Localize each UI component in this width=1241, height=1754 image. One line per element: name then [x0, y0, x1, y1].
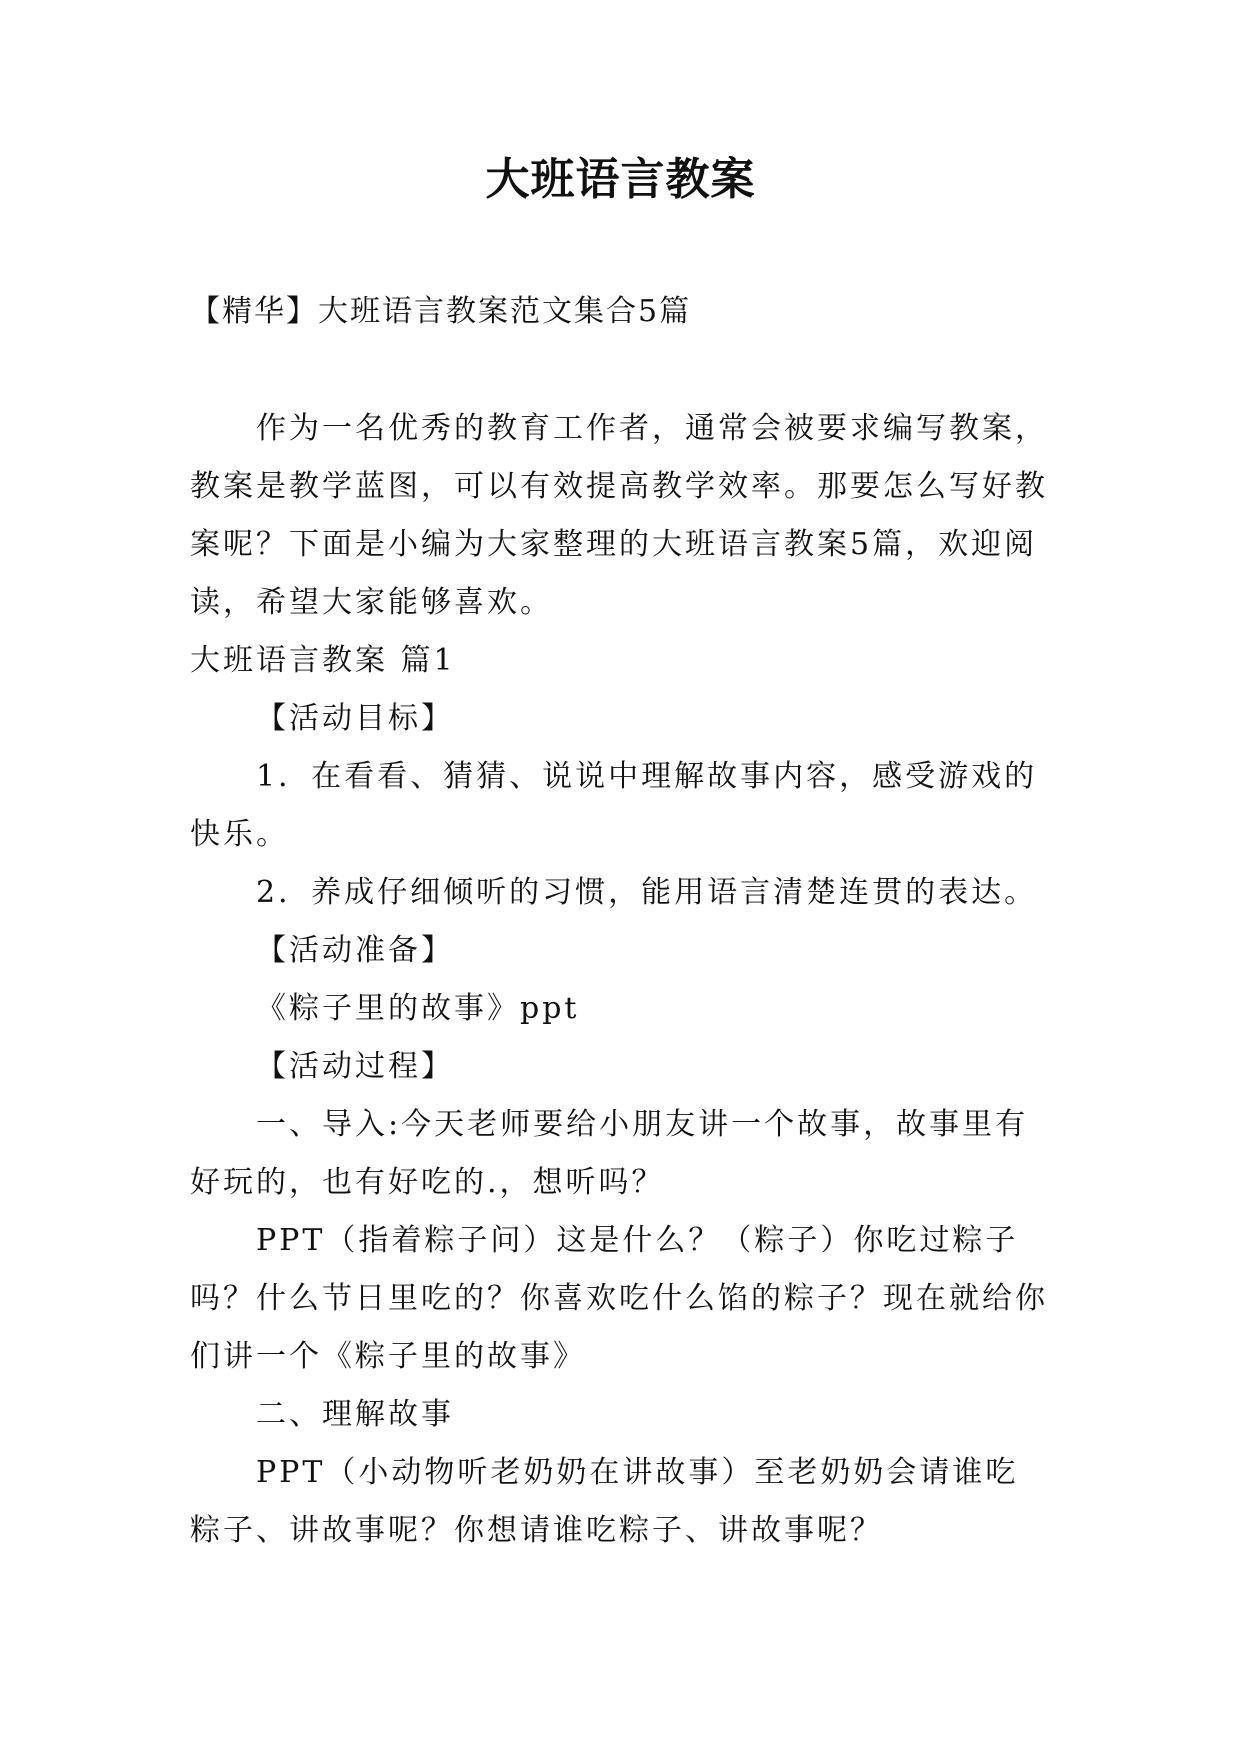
document-title: 大班语言教案: [485, 154, 756, 205]
process-understand-story: 二、理解故事: [256, 1397, 454, 1432]
goal-item-2: 2．养成仔细倾听的习惯，能用语言清楚连贯的表达。: [256, 875, 1038, 910]
process-ppt-question: PPT（指着粽子问）这是什么？（粽子）你吃过粽子吗？什么节日里吃的？你喜欢吃什么馅的粽子？现在就给你们讲一个《粽子里的故事》: [190, 1223, 1048, 1374]
process-ppt-story: PPT（小动物听老奶奶在讲故事）至老奶奶会请谁吃粽子、讲故事呢？你想请谁吃粽子、讲故事呢？: [190, 1455, 1019, 1548]
intro-paragraph: 作为一名优秀的教育工作者，通常会被要求编写教案，教案是教学蓝图，可以有效提高教学效率。那要怎么写好教案呢？下面是小编为大家整理的大班语言教案5篇，欢迎阅读，希望大家能够喜欢。: [190, 411, 1048, 620]
goal-item-1: 1．在看看、猜猜、说说中理解故事内容，感受游戏的快乐。: [190, 759, 1038, 852]
activity-preparation-heading: 【活动准备】: [256, 933, 454, 968]
activity-goal-heading: 【活动目标】: [256, 701, 454, 736]
process-intro: 一、导入:今天老师要给小朋友讲一个故事，故事里有好玩的，也有好吃的.，想听吗？: [190, 1107, 1029, 1200]
preparation-item: 《粽子里的故事》ppt: [256, 991, 580, 1026]
activity-process-heading: 【活动过程】: [256, 1049, 454, 1084]
document-body: [190, 400, 1050, 1560]
section-heading: 大班语言教案 篇1: [190, 643, 456, 678]
document-subtitle: 【精华】大班语言教案范文集合5篇: [190, 294, 692, 329]
